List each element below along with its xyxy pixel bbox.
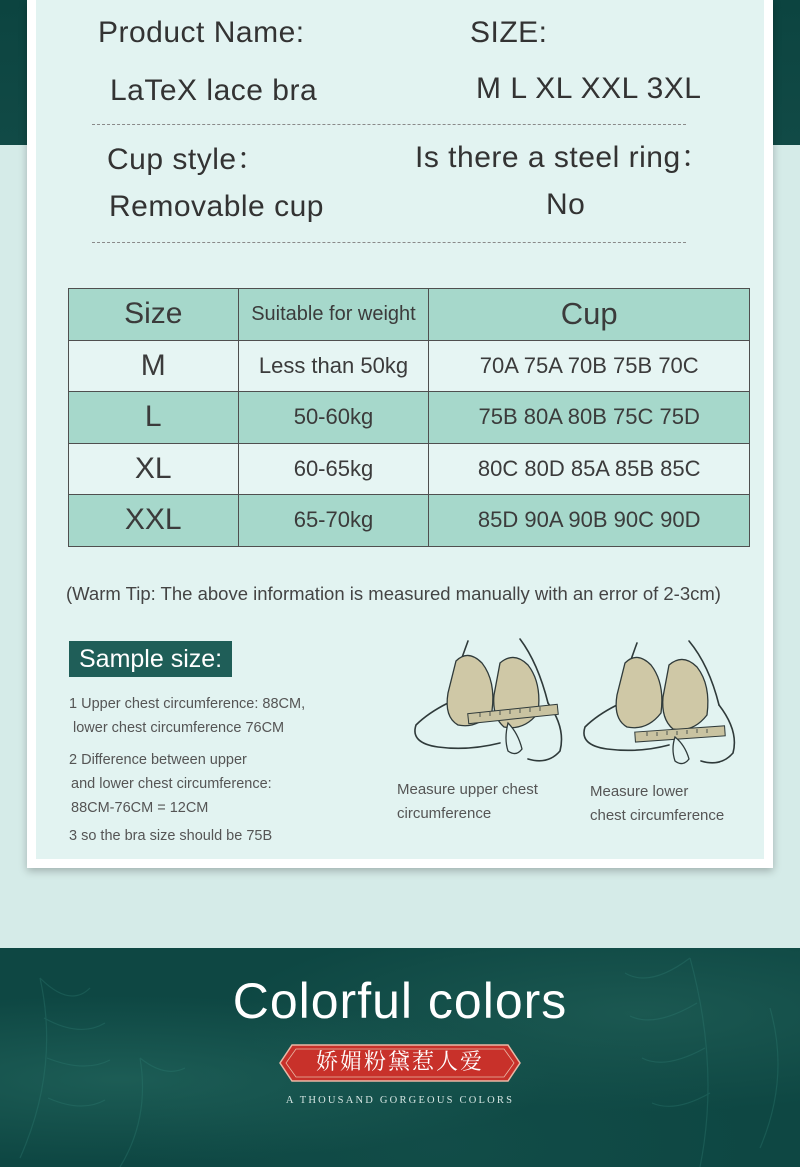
weight-cell: Less than 50kg [238, 340, 429, 392]
size-cell: XXL [69, 495, 239, 547]
divider-1 [92, 124, 686, 125]
cup-cell: 75B 80A 80B 75C 75D [429, 392, 750, 444]
divider-2 [92, 242, 686, 243]
header-cup: Cup [429, 289, 750, 341]
steel-ring-value: No [546, 188, 586, 221]
sample-step: 3 so the bra size should be 75B [69, 828, 273, 844]
lower-chest-caption: Measure lower [590, 783, 689, 800]
cup-cell: 85D 90A 90B 90C 90D [429, 495, 750, 547]
colorful-colors-title: Colorful colors [232, 973, 568, 1029]
steel-ring-label: Is there a steel ring： [415, 141, 712, 174]
cup-cell: 80C 80D 85A 85B 85C [429, 443, 750, 495]
sample-step: 2 Difference between upper [69, 752, 247, 768]
header-weight: Suitable for weight [238, 289, 429, 341]
table-row [69, 443, 750, 495]
sample-step: 1 Upper chest circumference: 88CM, [69, 696, 306, 712]
cup-cell: 70A 75A 70B 75B 70C [429, 340, 750, 392]
sample-step: and lower chest circumference: [71, 776, 272, 792]
sample-step: lower chest circumference 76CM [73, 720, 285, 736]
weight-cell: 50-60kg [238, 392, 429, 444]
table-header-row [69, 289, 750, 341]
lower-chest-illustration [579, 633, 754, 773]
size-label: SIZE: [470, 16, 548, 49]
size-cell: M [69, 340, 239, 392]
header-size: Size [69, 289, 239, 341]
weight-cell: 65-70kg [238, 495, 429, 547]
product-name-value: LaTeX lace bra [110, 74, 318, 107]
table-row [69, 495, 750, 547]
table-row [69, 340, 750, 392]
sample-step: 88CM-76CM = 12CM [71, 800, 209, 816]
warm-tip: (Warm Tip: The above information is measured manually with an error of 2-3cm) [66, 583, 721, 604]
upper-chest-caption: Measure upper chest [397, 781, 538, 798]
table-row [69, 392, 750, 444]
size-value: M L XL XXL 3XL [476, 72, 702, 105]
banner-subtitle: A THOUSAND GORGEOUS COLORS [285, 1095, 515, 1106]
size-cell: L [69, 392, 239, 444]
sample-size-title: Sample size: [69, 641, 232, 677]
upper-chest-caption: circumference [397, 805, 492, 822]
spec-card [27, 0, 773, 868]
weight-cell: 60-65kg [238, 443, 429, 495]
cup-style-value: Removable cup [109, 190, 324, 223]
lower-chest-caption: chest circumference [590, 807, 725, 824]
cup-style-label: Cup style： [107, 143, 268, 176]
upper-chest-illustration [408, 633, 578, 773]
product-name-label: Product Name: [98, 16, 305, 49]
size-table [68, 288, 750, 547]
size-cell: XL [69, 443, 239, 495]
ribbon-text: 娇媚粉黛惹人爱 [315, 1050, 484, 1075]
